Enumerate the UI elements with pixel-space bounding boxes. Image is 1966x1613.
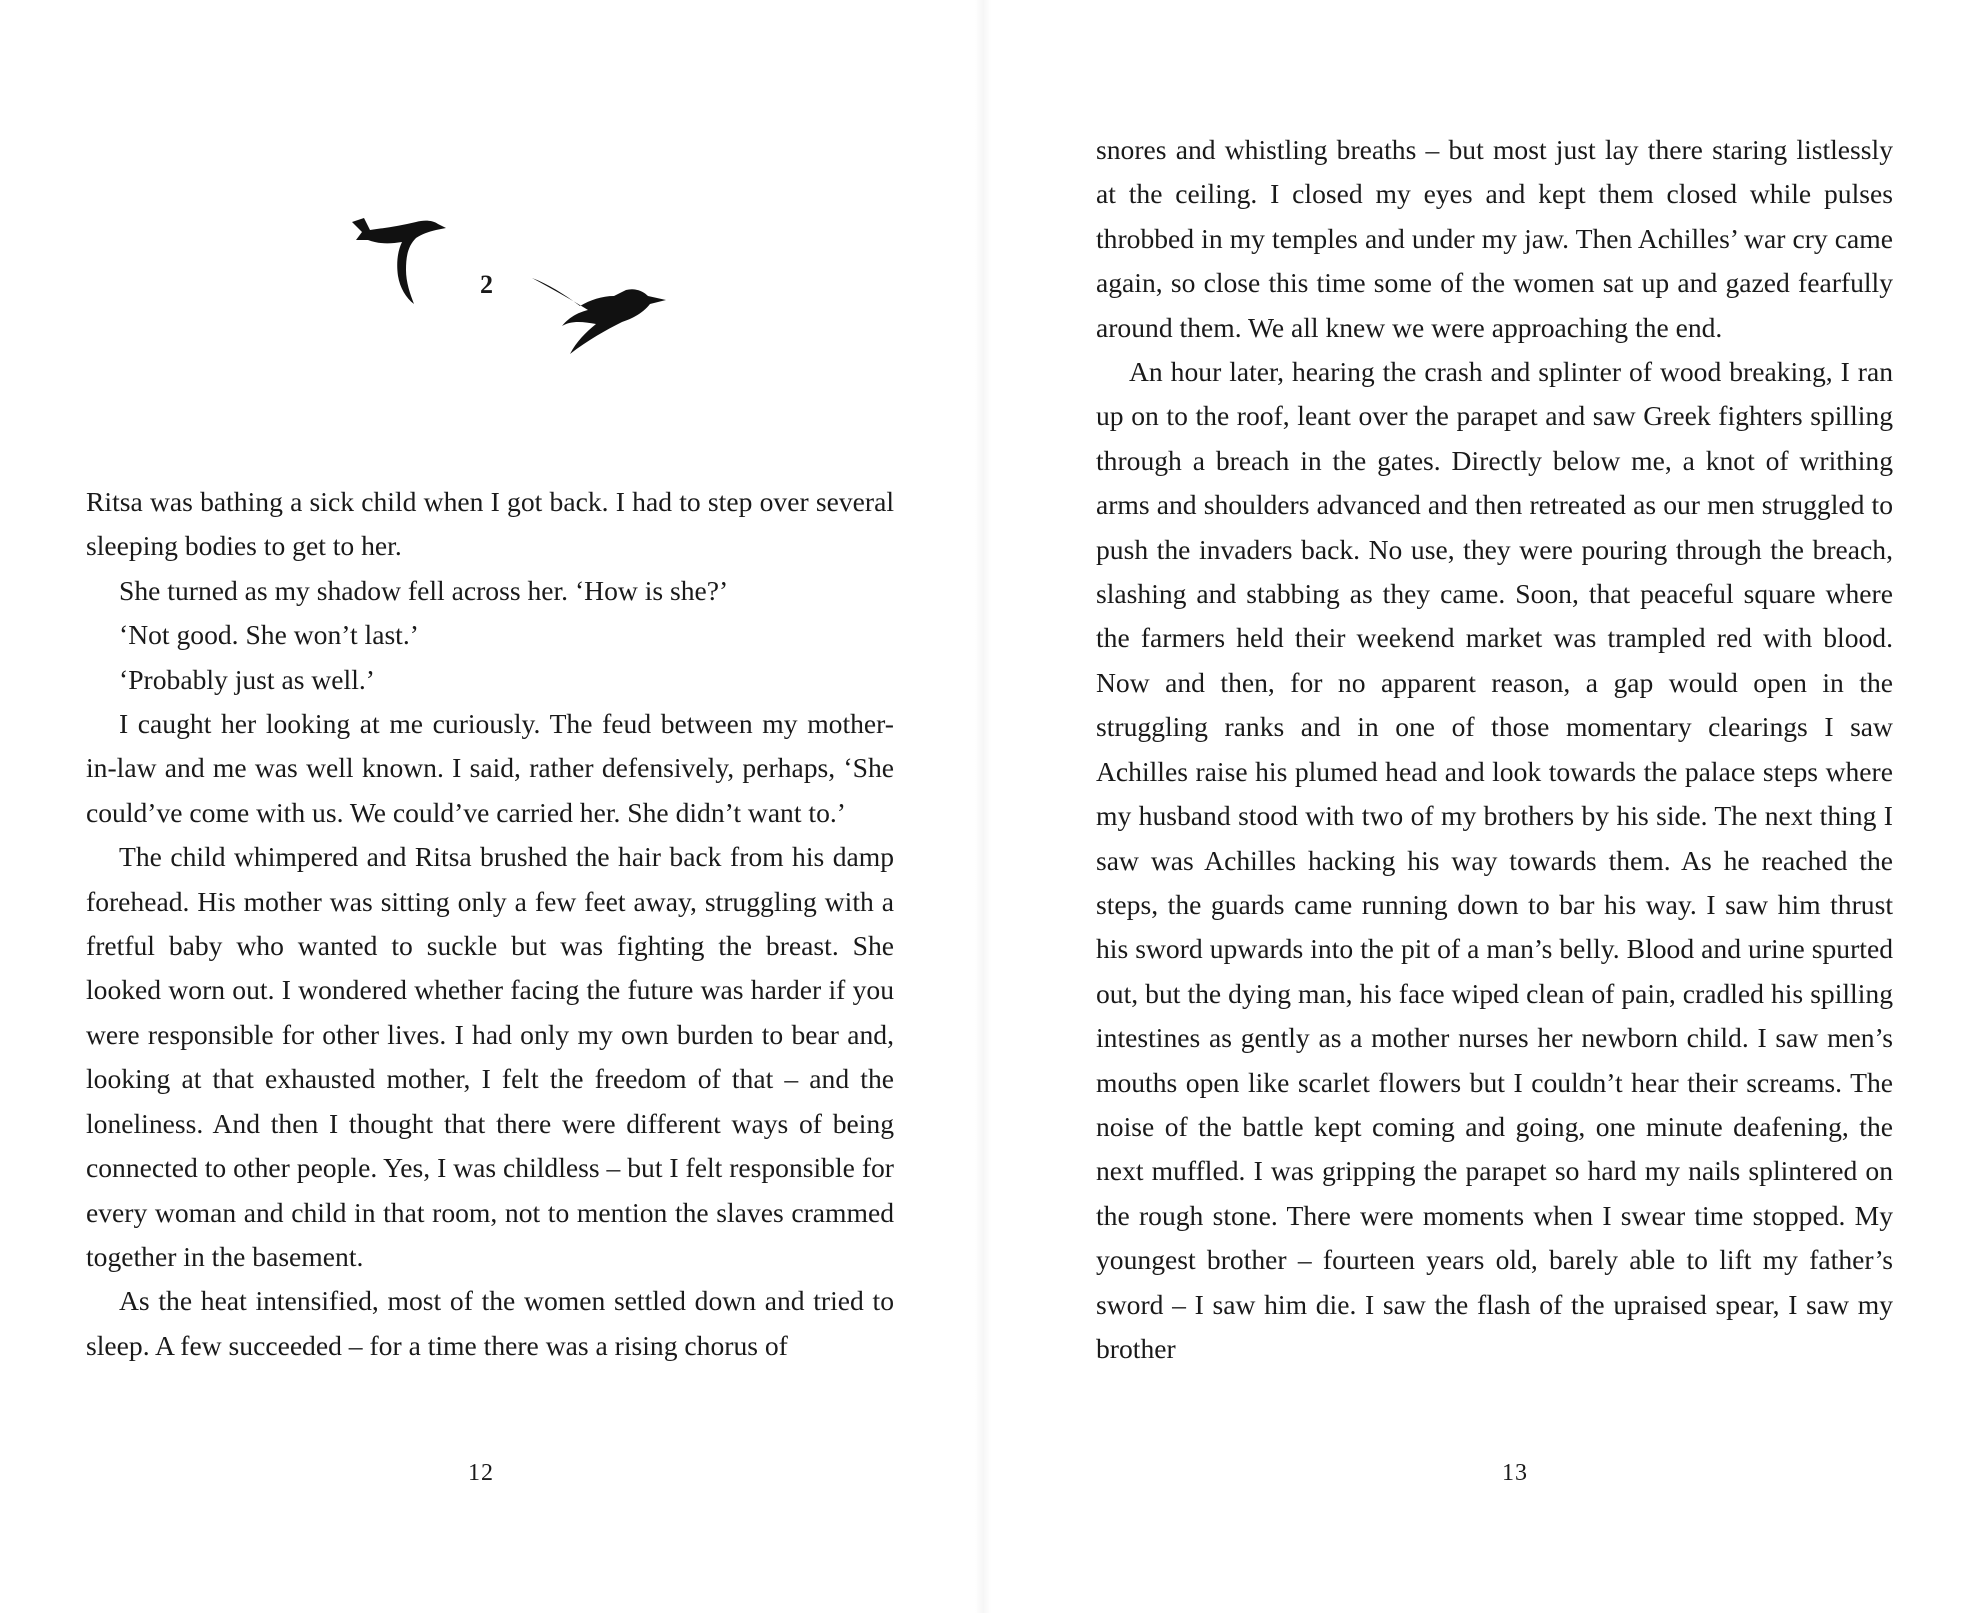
chapter-number: 2 [480, 270, 494, 299]
right-page [983, 0, 1966, 1613]
page-number: 12 [468, 1460, 494, 1486]
paragraph: Ritsa was bathing a sick child when I got back. I had to step over several sleeping bodies to get to her. [86, 486, 894, 562]
paragraph: I caught her looking at me curiously. The feud between my mother-in-law and me was well known. I said, rather defensively, perhaps, ‘She could’ve come with us. We could’ve carried her. She didn’t want to.’ [86, 708, 894, 828]
left-page-text [86, 480, 894, 1368]
swallow-bird-icon [350, 200, 460, 310]
paragraph: As the heat intensified, most of the women settled down and tried to sleep. A few succeeded – for a time there was a rising chorus of [86, 1285, 894, 1361]
paragraph: An hour later, hearing the crash and splinter of wood breaking, I ran up on to the roof, leant over the parapet and saw Greek fighters spilling through a breach in the gates. Directly below me, a knot of writhing arms and shoulders advanced and then retreated as our men struggled to push the invaders back. No use, they were pouring through the breach, slashing and stabbing as they came. Soon, that peaceful square where the farmers held their weekend market was trampled red with blood. Now and then, for no apparent reason, a gap would open in the struggling ranks and in one of those momentary clearings I saw Achilles raise his plumed head and look towards the palace steps where my husband stood with two of my brothers by his side. The next thing I saw was Achilles hacking his way towards them. As he reached the steps, the guards came running down to bar his way. I saw him thrust his sword upwards into the pit of a man’s belly. Blood and urine spurted out, but the dying man, his face wiped clean of pain, cradled his spilling intestines as gently as a mother nurses her newborn child. I saw men’s mouths open like scarlet flowers but I couldn’t hear their screams. The noise of the battle kept coming and going, one minute deafening, the next muffled. I was gripping the parapet so hard my nails splintered on the rough stone. There were moments when I swear time stopped. My youngest brother – fourteen years old, barely able to lift my father’s sword – I saw him die. I saw the flash of the upraised spear, I saw my brother [1096, 356, 1893, 1364]
paragraph: ‘Not good. She won’t last.’ [119, 619, 419, 651]
page-number: 13 [1502, 1460, 1528, 1486]
swallow-bird-icon [530, 260, 670, 360]
right-page-text [1096, 128, 1893, 1371]
paragraph: She turned as my shadow fell across her. ‘How is she?’ [119, 574, 729, 606]
paragraph: ‘Probably just as well.’ [119, 663, 375, 695]
paragraph: The child whimpered and Ritsa brushed the hair back from his damp forehead. His mother was sitting only a few feet away, struggling with a fretful baby who wanted to suckle but was fighting the breast. She looked worn out. I wondered whether facing the future was harder if you were responsible for other lives. I had only my own burden to bear and, looking at that exhausted mother, I felt the freedom of that – and the loneliness. And then I thought that there were different ways of being connected to other people. Yes, I was childless – but I felt responsible for every woman and child in that room, not to mention the slaves crammed together in the basement. [86, 841, 894, 1272]
paragraph: snores and whistling breaths – but most just lay there staring listlessly at the ceiling. I closed my eyes and kept them closed while pulses throbbed in my temples and under my jaw. Then Achilles’ war cry came again, so close this time some of the women sat up and gazed fearfully around them. We all knew we were approaching the end. [1096, 134, 1893, 343]
chapter-heading [340, 200, 680, 370]
